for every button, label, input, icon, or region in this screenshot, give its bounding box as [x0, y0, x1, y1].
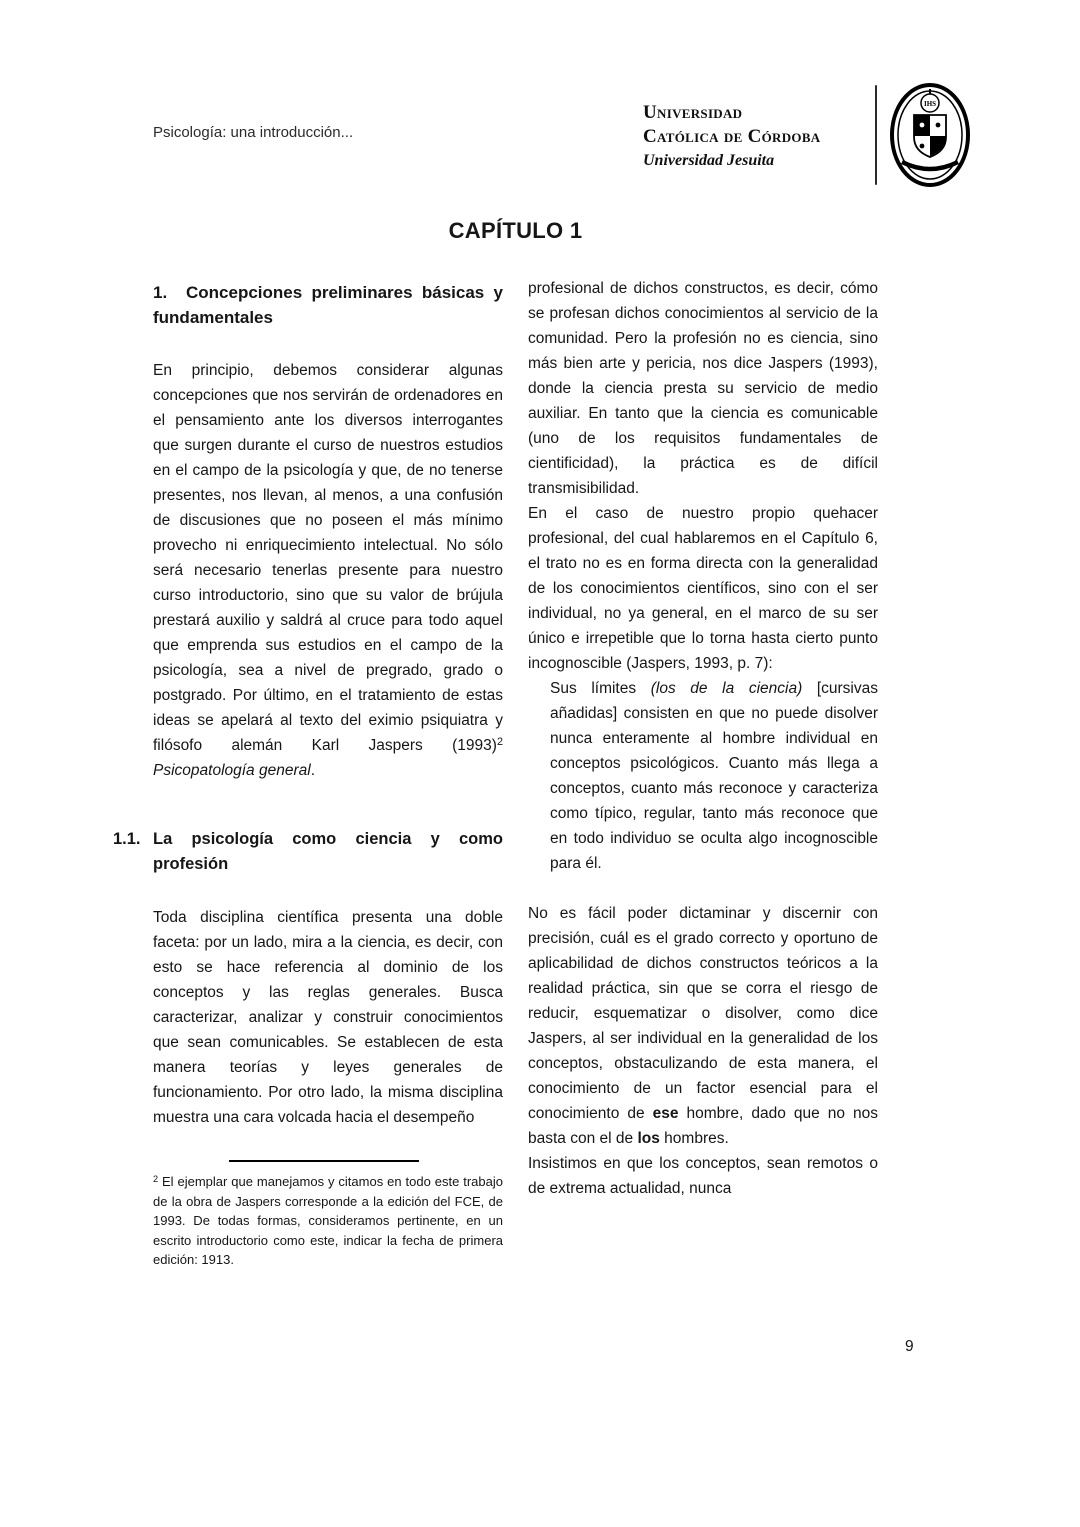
footnote-2: $^2$ El ejemplar que manejamos y citamos en todo este trabajo de la obra de Jaspers corresponde a la edición del FCE, de 1993. De todas formas, consideramos pertinente, en un escrito introductorio como este, indicar la fecha de primera edición: 1913.: [153, 1173, 503, 1267]
left-column: [113, 276, 503, 1270]
paragraph-quehacer: En el caso de nuestro propio quehacer profesional, del cual hablaremos en el Capítulo 6, el trato no es en forma directa con la generalidad de los conocimientos científicos, sino con el ser individual, no ya general, en el marco de su ser único e irrepetible que lo torna hasta cierto punto incognoscible (Jaspers, 1993, p. 7):: [528, 505, 878, 672]
paragraph-insistimos: Insistimos en que los conceptos, sean remotos o de extrema actualidad, nunca: [528, 1155, 878, 1197]
jaspers-quote: Sus límites (los de la ciencia) [cursivas añadidas] consisten en que no puede disolver nunca enteramente al hombre individual en conceptos psicológicos. Cuanto más llega a conceptos, cuanto más reconoce y caracteriza como típico, regular, tanto más reconoce que en todo individuo se oculta algo incognoscible para él.: [550, 680, 878, 872]
paragraph-professional: profesional de dichos constructos, es decir, cómo se profesan dichos conocimientos al servicio de la comunidad. Pero la profesión no es ciencia, sino más bien arte y pericia, nos dice Jaspers (1993), donde la ciencia presta su servicio de medio auxiliar. En tanto que la ciencia es comunicable (uno de los requisitos fundamentales de cientificidad), la práctica es de difícil transmisibilidad.: [528, 280, 878, 497]
chapter-title: CAPÍTULO 1: [448, 218, 583, 243]
university-wordmark: [643, 101, 865, 170]
paragraph-science-profession: Toda disciplina científica presenta una doble faceta: por un lado, mira a la ciencia, es decir, con esto se hace referencia al dominio de los conceptos y las reglas generales. Busca caracterizar, analizar y construir conocimientos que sean comunicables. Se establecen de esta manera teorías y leyes generales de funcionamiento. Por otro lado, la misma disciplina muestra una cara volcada hacia el desempeño: [153, 909, 503, 1126]
section-1-heading: [153, 280, 503, 330]
section-1-1-number: 1.1.: [113, 830, 141, 848]
university-name-line1: Universidad: [643, 101, 743, 123]
two-column-layout: [113, 276, 879, 1270]
header-divider: [875, 85, 877, 185]
university-header: [643, 82, 971, 188]
section-1-1-heading: [113, 827, 503, 877]
section-1-number: 1.: [153, 283, 168, 302]
paragraph-no-es-facil: No es fácil poder dictaminar y discernir con precisión, cuál es el grado correcto y oportuno de aplicabilidad de dichos constructos teóricos a la realidad práctica, sin que se corra el riesgo de reducir, esquematizar o disolver, como dice Jaspers, al ser individual en la generalidad de los conceptos, obstaculizando de esta manera, el conocimiento de un factor esencial para el conocimiento de ese hombre, dado que no nos basta con el de los hombres.: [528, 905, 879, 1147]
right-column: [528, 276, 878, 1270]
footnote-separator: [229, 1160, 419, 1162]
university-tagline: Universidad Jesuita: [643, 151, 775, 169]
page-content: [113, 218, 879, 1270]
page-number: 9: [905, 1338, 914, 1355]
university-name-line2: Católica de Córdoba: [643, 125, 821, 147]
paragraph-intro: En principio, debemos considerar algunas concepciones que nos servirán de ordenadores en el pensamiento ante los diversos interrogantes que surgen durante el curso de nuestros estudios en el campo de la psicología y que, de no tenerse presentes, nos llevan, al menos, a una confusión de discusiones que no poseen el más mínimo provecho ni enriquecimiento intelectual. No sólo será necesario tenerlas presente para nuestro curso introductorio, sino que su valor de brújula prestará auxilio y saldrá al cruce para todo aquel que emprenda sus estudios en el campo de la psicología, sea a nivel de pregrado, grado o postgrado. Por último, en el tratamiento de estas ideas se apelará al texto del eximio psiquiatra y filósofo alemán Karl Jaspers $(1993)^2$ Psicopatología general.: [153, 362, 503, 779]
section-1-1-title: La psicología como ciencia y como profesión: [153, 830, 503, 873]
running-title: Psicología: una introducción...: [153, 124, 354, 141]
svg-text:IHS: IHS: [923, 100, 937, 108]
university-crest-icon: [889, 82, 971, 188]
section-1-title: Concepciones preliminares básicas y fundamentales: [153, 283, 503, 327]
